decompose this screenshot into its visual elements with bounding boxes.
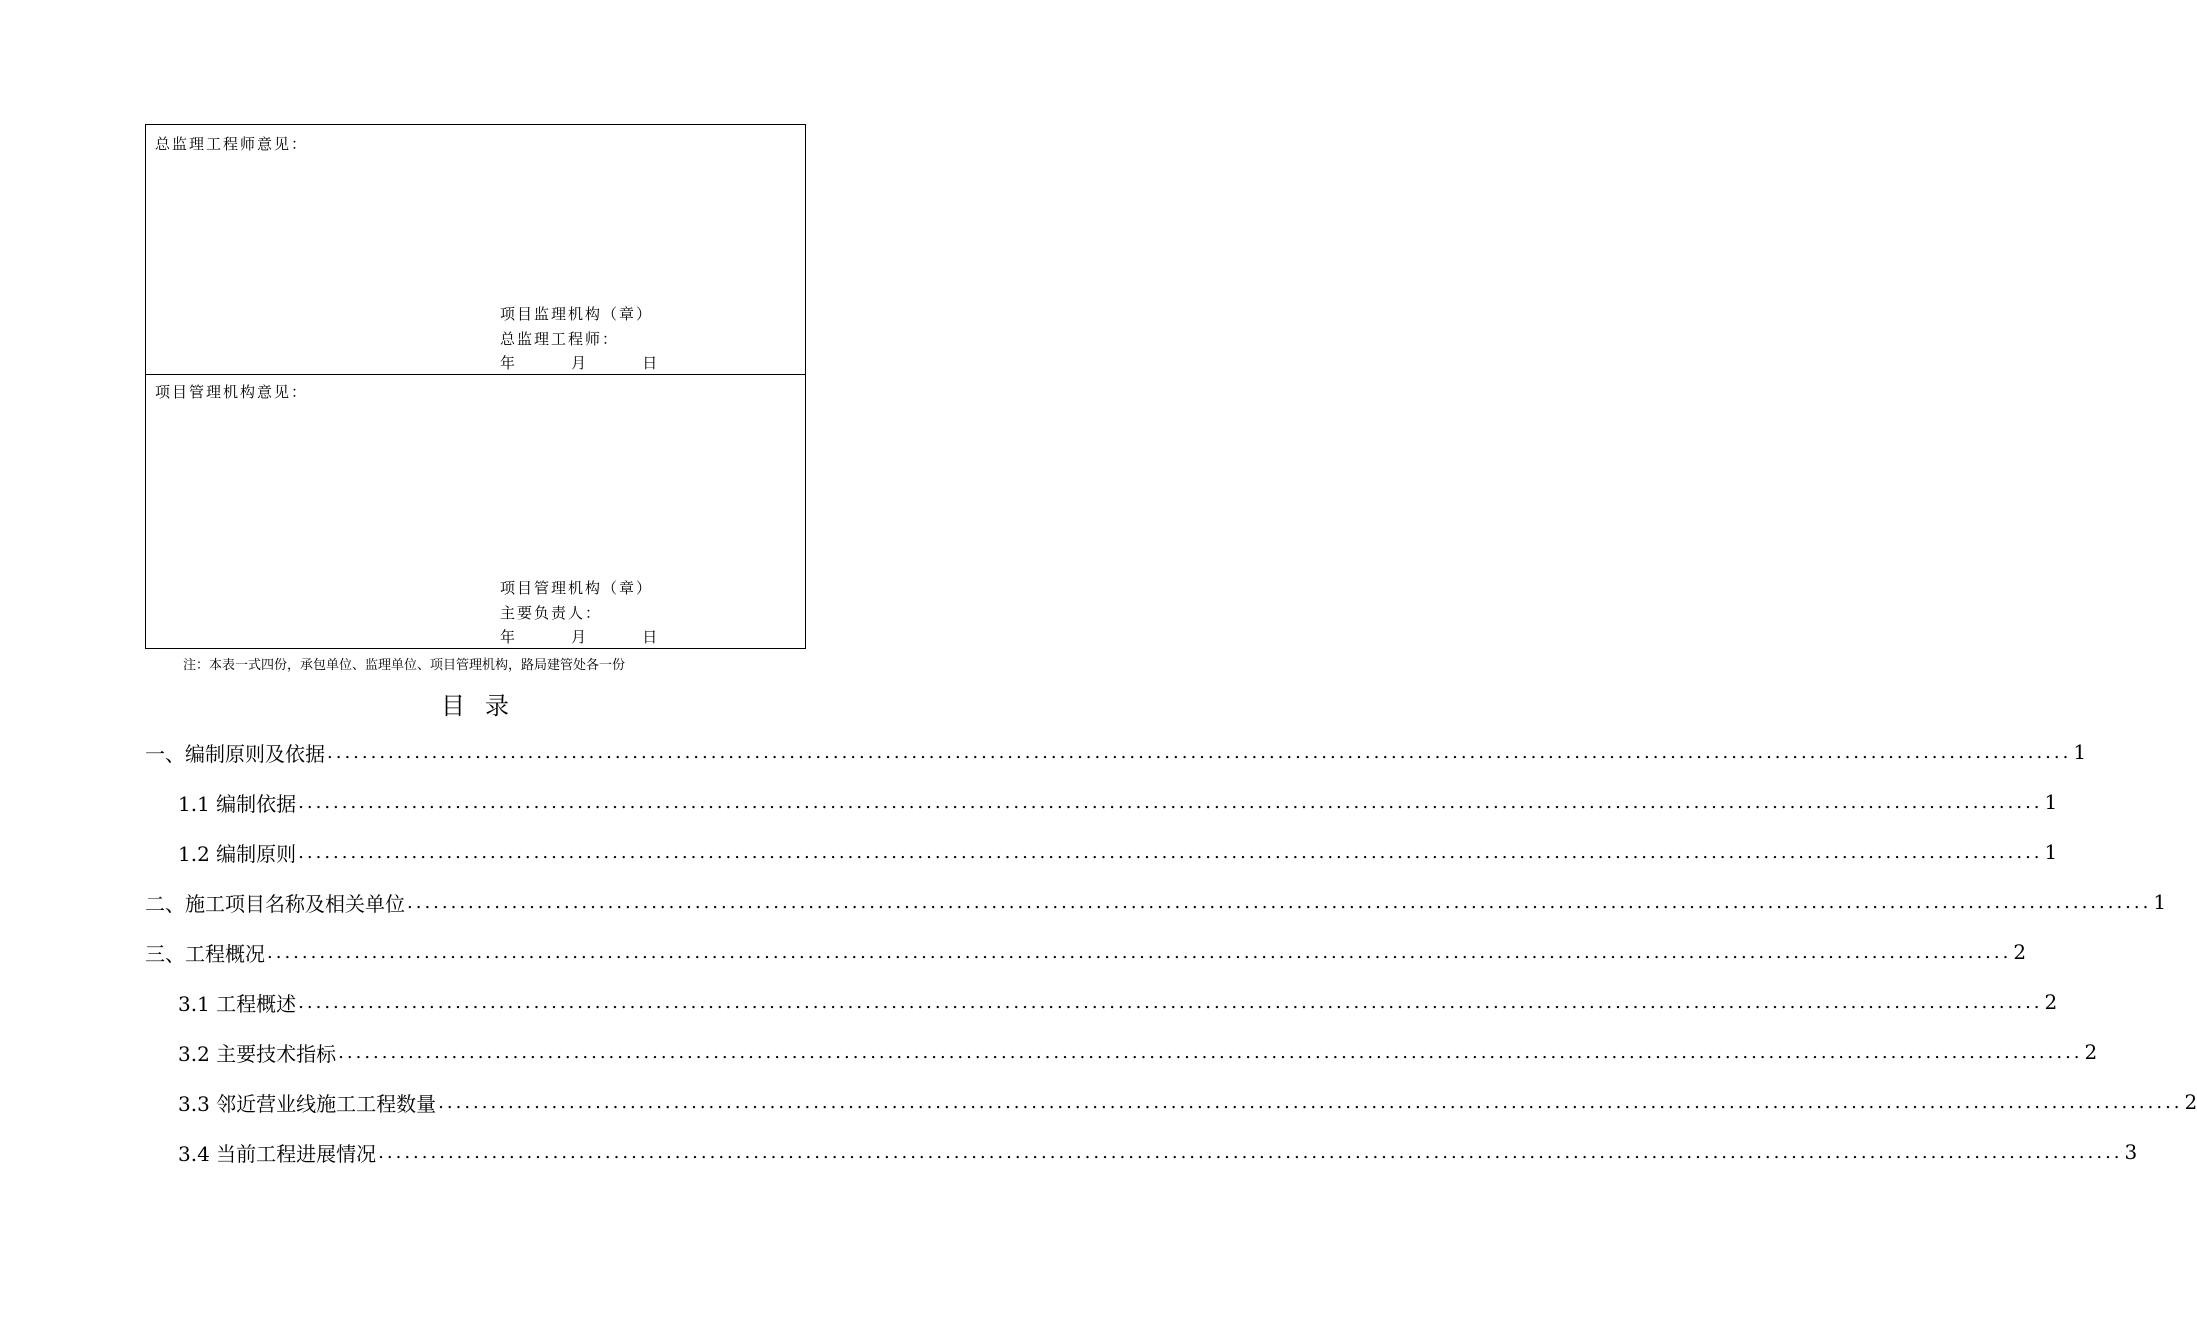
toc-entry[interactable] (145, 1127, 2138, 1177)
toc-leader-dots: ........................................................................................................................................................................................................ (267, 941, 2012, 963)
toc-entry[interactable] (145, 727, 2087, 777)
toc-title: 目录 (441, 692, 529, 720)
toc-entry-text: 一、编制原则及依据 (145, 738, 325, 767)
toc-entry[interactable] (145, 827, 2058, 877)
principal-signer-label: 主要负责人： (500, 603, 603, 622)
toc-entry[interactable] (145, 977, 2058, 1027)
toc-entry-text: 3.1 工程概述 (178, 988, 296, 1017)
toc-page-number: 1 (2044, 790, 2058, 814)
chief-engineer-sign-block (500, 302, 659, 376)
table-of-contents (145, 727, 2197, 1177)
toc-entry[interactable] (145, 927, 2027, 977)
toc-page-number: 2 (2044, 990, 2058, 1014)
toc-leader-dots: ........................................................................................................................................................................................................ (407, 891, 2152, 913)
toc-entry[interactable] (145, 1077, 2197, 1127)
toc-entry-text: 3.2 主要技术指标 (178, 1038, 336, 1067)
toc-entry-text: 1.1 编制依据 (178, 788, 296, 817)
project-management-opinion-label: 项目管理机构意见： (155, 383, 309, 401)
toc-entry-text: 二、施工项目名称及相关单位 (145, 888, 405, 917)
toc-entry-text: 3.4 当前工程进展情况 (178, 1138, 376, 1167)
toc-entry-text: 3.3 邻近营业线施工工程数量 (178, 1088, 436, 1117)
form-note: 注：本表一式四份，承包单位、监理单位、项目管理机构，路局建管处各一份 (183, 658, 626, 673)
toc-leader-dots: ........................................................................................................................................................................................................ (298, 991, 2043, 1013)
toc-entry-text: 1.2 编制原则 (178, 838, 296, 867)
supervision-org-seal-label: 项目监理机构（章） (500, 305, 654, 323)
toc-entry[interactable] (145, 1027, 2098, 1077)
toc-page-number: 1 (2153, 890, 2167, 914)
chief-engineer-opinion-section (146, 125, 805, 375)
toc-entry[interactable] (145, 777, 2058, 827)
toc-leader-dots: ........................................................................................................................................................................................................ (438, 1091, 2183, 1113)
toc-leader-dots: ........................................................................................................................................................................................................ (327, 741, 2072, 763)
approval-form-table (145, 124, 806, 649)
toc-entry-text: 三、工程概况 (145, 938, 265, 967)
management-org-seal-label: 项目管理机构（章） (500, 579, 654, 597)
chief-engineer-signer-label: 总监理工程师： (500, 329, 620, 348)
toc-page-number: 2 (2184, 1090, 2197, 1114)
toc-leader-dots: ........................................................................................................................................................................................................ (378, 1141, 2123, 1163)
toc-leader-dots: ........................................................................................................................................................................................................ (338, 1041, 2083, 1063)
project-management-date-line: 年 月 日 (500, 628, 660, 646)
project-management-sign-block (500, 576, 659, 650)
toc-leader-dots: ........................................................................................................................................................................................................ (298, 841, 2043, 863)
toc-leader-dots: ........................................................................................................................................................................................................ (298, 791, 2043, 813)
toc-entry[interactable] (145, 877, 2167, 927)
toc-page-number: 2 (2013, 940, 2027, 964)
chief-engineer-opinion-label: 总监理工程师意见： (155, 135, 309, 153)
toc-page-number: 1 (2044, 840, 2058, 864)
toc-page-number: 1 (2073, 740, 2087, 764)
project-management-opinion-section (146, 375, 805, 649)
toc-page-number: 2 (2084, 1040, 2098, 1064)
toc-page-number: 3 (2124, 1140, 2138, 1164)
chief-engineer-date-line: 年 月 日 (500, 354, 660, 372)
